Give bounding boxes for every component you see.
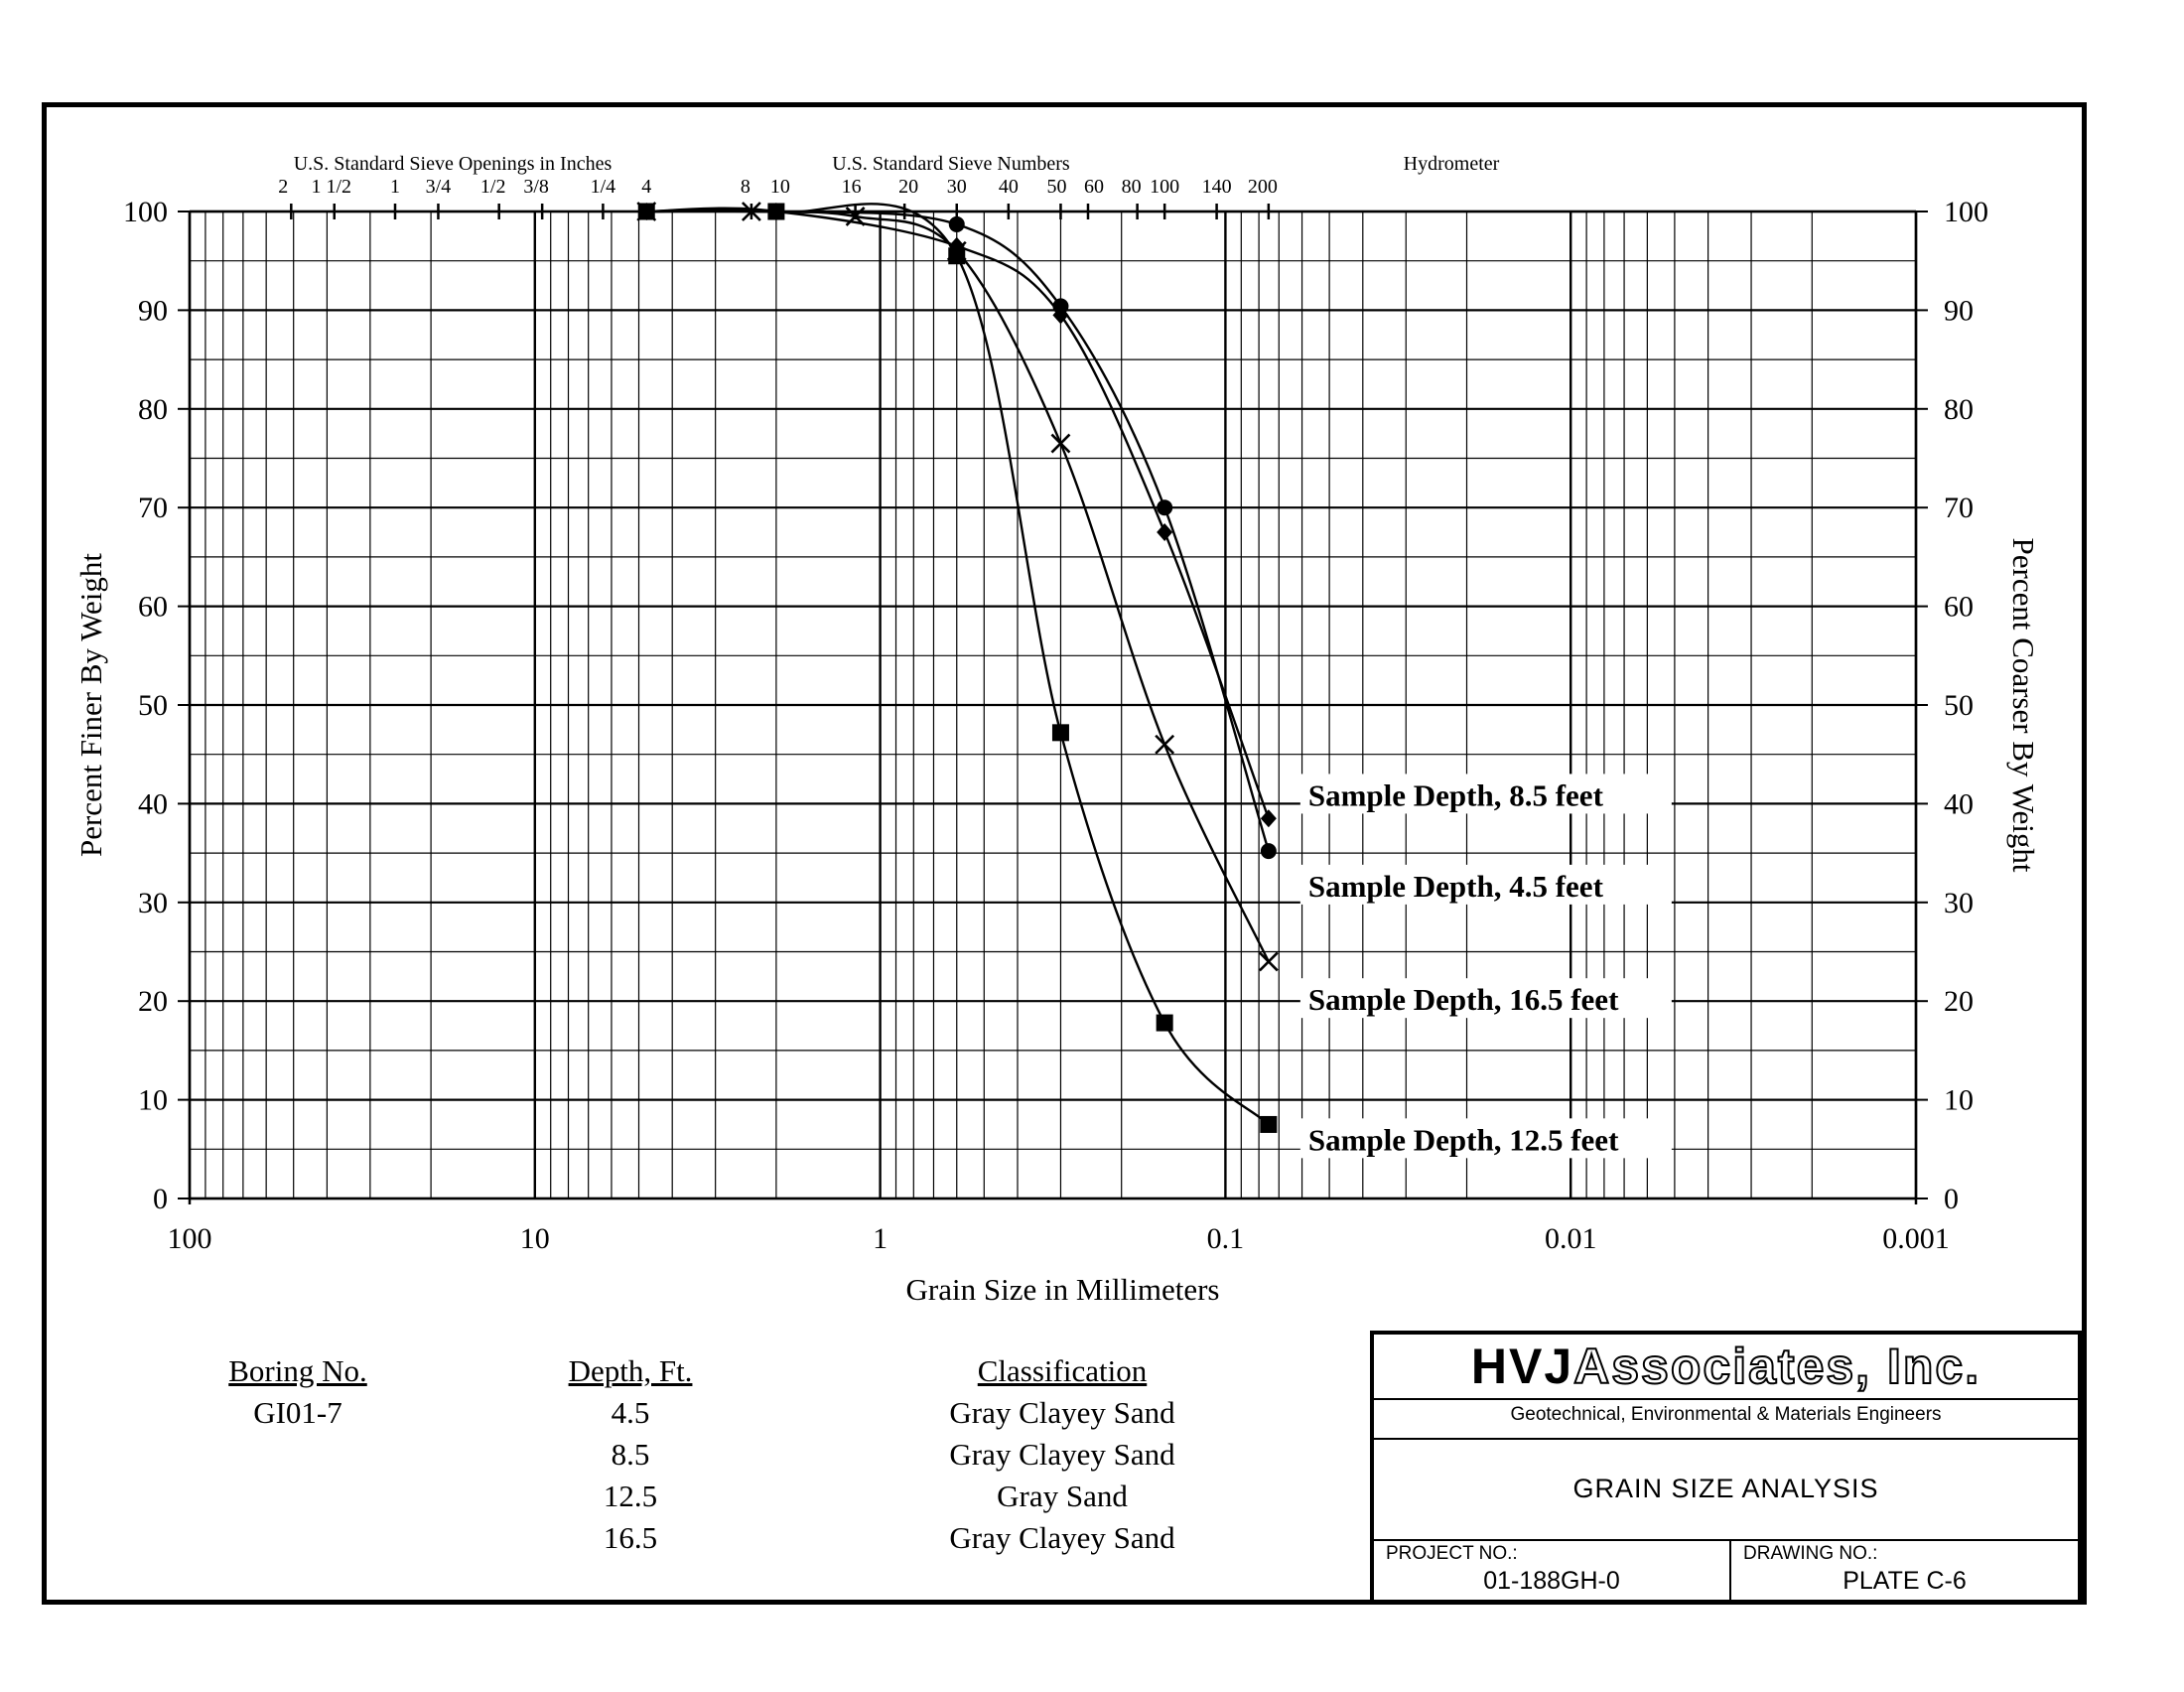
hydrometer-header: Hydrometer [1403,153,1500,175]
y-tick-label: 40 [138,787,168,821]
data-point-square [1260,1116,1277,1133]
depth-value: 16.5 [603,1520,658,1555]
sieve-number-label: 40 [998,176,1019,198]
chart-series [637,203,1278,1133]
depth-value: 8.5 [611,1437,650,1472]
x-tick-label: 100 [167,1222,212,1255]
series-line [646,204,1269,1124]
y-tick-label: 100 [123,196,168,228]
sieve-number-label: 60 [1083,176,1104,198]
y2-tick-label: 100 [1944,196,1988,228]
y-tick-label: 20 [138,985,168,1019]
sieve-opening-label: 1/2 [479,176,506,198]
y-tick-label: 70 [138,492,168,525]
drawing-no-label: DRAWING NO.: [1743,1543,1878,1564]
company-header [1374,1335,2078,1440]
depth-value: 12.5 [603,1479,658,1513]
sieve-number-label: 200 [1247,176,1278,198]
series-line [646,212,1269,962]
y-tick-label: 60 [138,590,168,624]
project-no-cell [1374,1539,1731,1600]
boring-header: Boring No. [228,1353,367,1388]
data-point-circle [949,216,965,232]
project-no-value: 01-188GH-0 [1483,1567,1620,1595]
data-point-diamond [1261,809,1277,827]
y2-tick-label: 80 [1944,392,1974,426]
drawing-info-row [1374,1539,2078,1600]
y-axis-title: Percent Finer By Weight [73,552,108,858]
classification-value: Gray Sand [997,1479,1128,1513]
series-line [646,209,1269,818]
x-tick-label: 1 [873,1222,888,1255]
y2-tick-label: 30 [1944,886,1974,919]
sieve-opening-label: 2 [278,176,289,198]
company-logo [1374,1340,2078,1392]
sieve-number-label: 10 [769,176,790,198]
y2-tick-label: 90 [1944,294,1974,328]
data-point-square [1157,1015,1173,1032]
y-tick-label: 90 [138,294,168,328]
logo-divider [1374,1398,2078,1400]
classification-value: Gray Clayey Sand [949,1520,1175,1555]
series-label: Sample Depth, 8.5 feet [1307,777,1603,813]
y-tick-label: 10 [138,1083,168,1117]
sieve-number-label: 16 [841,176,862,198]
sieve-opening-label: 3/4 [425,176,452,198]
sieve-numbers-header: U.S. Standard Sieve Numbers [832,153,1070,175]
sieve-opening-label: 4 [641,176,652,198]
data-point-circle [1157,499,1172,515]
y2-axis-title: Percent Coarser By Weight [2006,537,2041,873]
sieve-opening-label: 1 [389,176,400,198]
data-point-x [1260,952,1278,970]
series-label: Sample Depth, 4.5 feet [1307,868,1603,904]
data-point-x [1156,736,1173,754]
sieve-number-label: 8 [740,176,751,198]
data-point-circle [1052,298,1068,314]
y2-tick-label: 70 [1944,492,1974,525]
y2-tick-label: 10 [1944,1083,1974,1117]
depth-column [531,1350,730,1559]
title-block [1370,1331,2082,1604]
sieve-opening-label: 1 1/2 [311,176,352,198]
boring-value: GI01-7 [253,1395,342,1430]
depth-value: 4.5 [611,1395,650,1430]
classification-value: Gray Clayey Sand [949,1437,1175,1472]
sieve-opening-label: 3/8 [523,176,549,198]
sieve-number-label: 100 [1150,176,1180,198]
data-point-square [948,247,965,264]
y2-tick-label: 40 [1944,787,1974,821]
classification-header: Classification [977,1353,1148,1388]
y2-tick-label: 60 [1944,590,1974,624]
x-axis-title: Grain Size in Millimeters [905,1272,1220,1307]
y2-tick-label: 20 [1944,985,1974,1019]
y-tick-label: 50 [138,689,168,722]
classification-column [893,1350,1231,1559]
y2-tick-label: 50 [1944,689,1974,722]
data-point-square [638,204,655,220]
y-tick-label: 0 [153,1183,168,1215]
project-no-label: PROJECT NO.: [1386,1543,1518,1564]
sieve-openings-header: U.S. Standard Sieve Openings in Inches [293,153,613,175]
classification-value: Gray Clayey Sand [949,1395,1175,1430]
data-point-circle [1261,843,1277,859]
boring-column [189,1350,407,1434]
company-name-bold: HVJ [1470,1339,1574,1394]
sieve-number-label: 80 [1121,176,1142,198]
x-tick-label: 0.001 [1882,1222,1950,1255]
sieve-number-label: 20 [898,176,919,198]
data-point-square [767,204,784,220]
series-label: Sample Depth, 12.5 feet [1307,1122,1619,1158]
x-tick-label: 0.01 [1544,1222,1597,1255]
sieve-opening-label: 1/4 [590,176,616,198]
y-tick-label: 80 [138,392,168,426]
drawing-title: GRAIN SIZE ANALYSIS [1374,1438,2078,1541]
data-point-square [1052,724,1069,741]
sieve-number-label: 50 [1046,176,1067,198]
company-subtitle: Geotechnical, Environmental & Materials Engineers [1510,1404,1942,1425]
sieve-number-label: 140 [1201,176,1232,198]
x-tick-label: 0.1 [1206,1222,1245,1255]
y-tick-label: 30 [138,886,168,919]
company-name-outline: Associates, Inc. [1573,1339,1981,1394]
sieve-number-label: 30 [946,176,967,198]
x-tick-label: 10 [519,1222,550,1255]
drawing-no-value: PLATE C-6 [1843,1567,1967,1595]
series-label: Sample Depth, 16.5 feet [1307,982,1619,1018]
drawing-no-cell [1731,1539,2078,1600]
depth-header: Depth, Ft. [568,1353,693,1388]
series-line [646,211,1269,851]
y2-tick-label: 0 [1944,1183,1959,1215]
